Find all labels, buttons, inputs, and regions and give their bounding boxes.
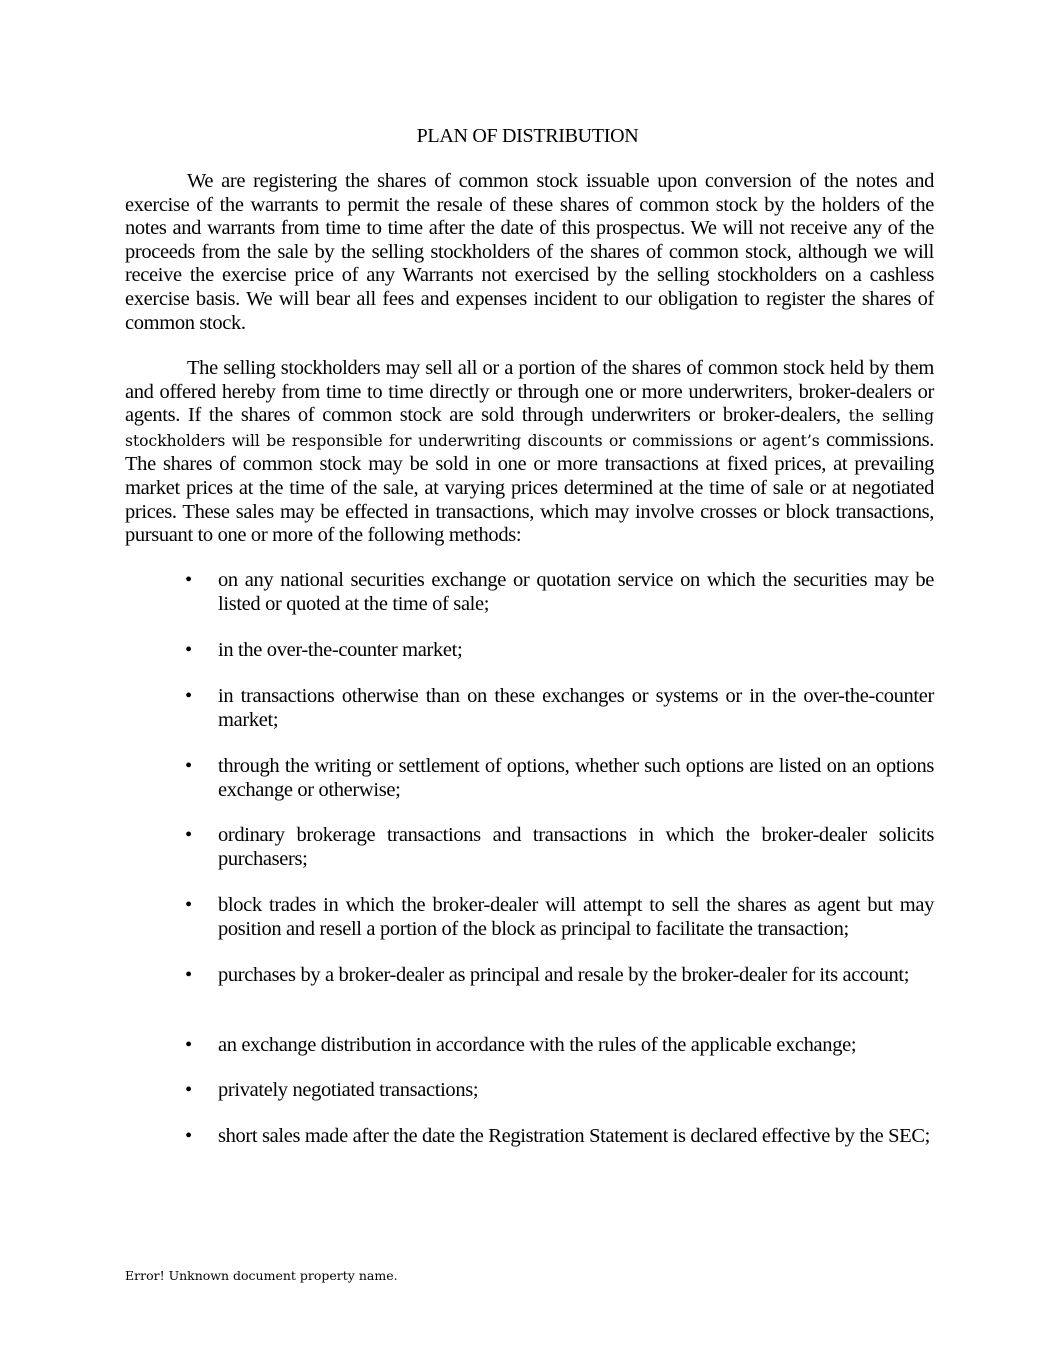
list-item	[185, 569, 934, 616]
paragraph-selling-methods	[125, 357, 934, 548]
bullet-icon: •	[185, 824, 192, 846]
list-item	[185, 964, 934, 988]
list-item-text: through the writing or settlement of options, whether such options are listed on an options exchange or otherwise;	[218, 755, 934, 801]
paragraph-part-3: commissions. The shares of common stock may be sold in one or more transactions at fixed prices, at prevailing market prices at the time of the sale, at varying prices determined at the time of sale or at negotiated prices. These sales may be effected in transactions, which may involve crosses or block transactions, pursuant to one or more of the following methods:	[125, 428, 935, 547]
bullet-icon: •	[185, 1125, 192, 1147]
bullet-icon: •	[185, 755, 192, 777]
list-item	[185, 1125, 934, 1149]
bullet-icon: •	[185, 569, 192, 591]
list-item-text: on any national securities exchange or quotation service on which the securities may be listed or quoted at the time of sale;	[218, 569, 934, 615]
list-item	[185, 824, 934, 871]
list-item-text: an exchange distribution in accordance with the rules of the applicable exchange;	[218, 1034, 857, 1056]
list-item-text: purchases by a broker-dealer as principal and resale by the broker-dealer for its account;	[218, 964, 910, 986]
list-item-text: in the over-the-counter market;	[218, 639, 463, 661]
list-item	[185, 1079, 934, 1103]
list-item-text: ordinary brokerage transactions and transactions in which the broker-dealer solicits purchasers;	[218, 824, 934, 870]
page-footer: Error! Unknown document property name.	[125, 1268, 398, 1283]
list-item-text: short sales made after the date the Registration Statement is declared effective by the SEC;	[218, 1125, 931, 1147]
list-item	[185, 755, 934, 802]
bullet-icon: •	[185, 1079, 192, 1101]
bullet-icon: •	[185, 685, 192, 707]
list-item	[185, 894, 934, 941]
bullet-icon: •	[185, 639, 192, 661]
page-title: PLAN OF DISTRIBUTION	[416, 125, 639, 147]
list-item	[185, 685, 934, 732]
list-item-text: block trades in which the broker-dealer will attempt to sell the shares as agent but may position and resell a portion of the block as principal to facilitate the transaction;	[218, 894, 934, 940]
paragraph-part-1: The selling stockholders may sell all or a portion of the shares of common stock held by them and offered hereby from time to time directly or through one or more underwriters, broker-dealers or agents. If the shares of common stock are sold through underwriters or broker-dealers,	[125, 357, 934, 427]
bullet-icon: •	[185, 894, 192, 916]
bullet-icon: •	[185, 964, 192, 986]
list-item-text: in transactions otherwise than on these exchanges or systems or in the over-the-counter market;	[218, 685, 934, 731]
paragraph-part-2: the selling stockholders will be responsible for underwriting discounts or commissions or agent’s	[125, 407, 935, 450]
paragraph-registration: We are registering the shares of common stock issuable upon conversion of the notes and exercise of the warrants to permit the resale of these shares of common stock by the holders of the notes and warrants from time to time after the date of this prospectus. We will not receive any of the proceeds from the sale by the selling stockholders of the shares of common stock, although we will receive the exercise price of any Warrants not exercised by the selling stockholders on a cashless exercise basis. We will bear all fees and expenses incident to our obligation to register the shares of common stock.	[125, 170, 934, 334]
list-item-text: privately negotiated transactions;	[218, 1079, 479, 1101]
bullet-icon: •	[185, 1034, 192, 1056]
list-item	[185, 639, 934, 663]
list-item	[185, 1034, 934, 1058]
